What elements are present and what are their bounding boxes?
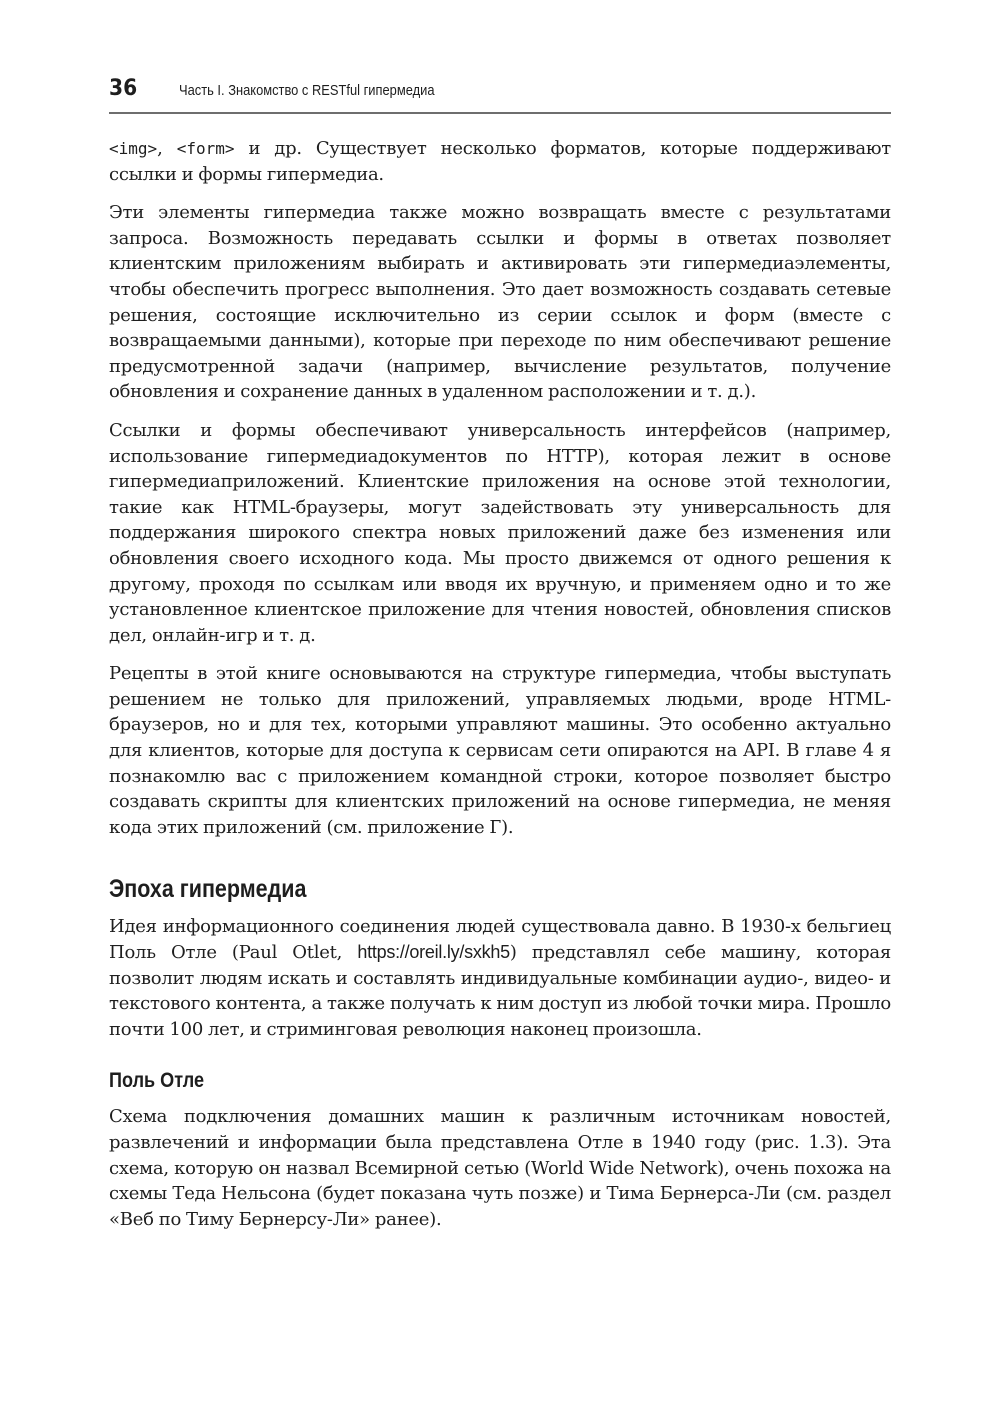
page-body xyxy=(109,136,891,1232)
paragraph-5-after: ) представлял себе машину, которая позволит людям искать и составлять индивидуальные комбинации аудио-, видео- и текстового контента, а также получать к ним доступ из любой точки мира. Прошло почти 100 лет, и стриминговая революция наконец произошла. xyxy=(109,942,891,1040)
paragraph-1-text: и др. Существует несколько форматов, которые поддерживают ссылки и формы гипермедиа. xyxy=(109,138,891,185)
code-form-tag: <form> xyxy=(176,139,235,158)
paragraph-5-before: Идея информационного соединения людей существовала давно. В 1930-х бельгиец Поль Отле (Paul Otlet, xyxy=(109,916,891,964)
running-header xyxy=(109,72,891,114)
otlet-url-link[interactable]: https://oreil.ly/sxkh5 xyxy=(357,942,510,963)
paragraph-1 xyxy=(109,136,891,187)
subsection-heading: Поль Отле xyxy=(109,1069,205,1093)
code-separator: , xyxy=(157,138,177,159)
page-number: 36 xyxy=(109,76,138,101)
paragraph-4: Рецепты в этой книге основываются на структуре гипермедиа, чтобы выступать решением не только для приложений, управляемых людьми, вроде HTML-браузеров, но и для тех, которыми управляют машины. Это особенно актуально для клиентов, которые для доступа к сервисам сети опираются на API. В главе 4 я познакомлю вас с приложением командной строки, которое позволяет быстро создавать скрипты для клиентских приложений на основе гипермедиа, не меняя кода этих приложений (см. приложение Г). xyxy=(109,663,891,838)
code-img-tag: <img> xyxy=(109,139,158,158)
paragraph-5 xyxy=(109,914,891,1042)
section-heading: Эпоха гипермедиа xyxy=(109,875,307,904)
paragraph-6: Схема подключения домашних машин к различным источникам новостей, развлечений и информации была представлена Отле в 1940 году (рис. 1.3). Эта схема, которую он назвал Всемирной сетью (World Wide Network), очень похожа на схемы Теда Нельсона (будет показана чуть позже) и Тима Бернерса-Ли (см. раздел «Веб по Тиму Бернерсу-Ли» ранее). xyxy=(109,1106,891,1230)
paragraph-3: Ссылки и формы обеспечивают универсальность интерфейсов (например, использование гипермедиадокументов по HTTP), которая лежит в основе гипермедиаприложений. Клиентские приложения на основе этой технологии, такие как HTML-браузеры, могут задействовать эту универсальность для поддержания широкого спектра новых приложений даже без изменения или обновления своего исходного кода. Мы просто движемся от одного решения к другому, проходя по ссылкам или вводя их вручную, и применяем одно и то же установленное клиентское приложение для чтения новостей, обновления списков дел, онлайн-игр и т. д. xyxy=(109,419,891,646)
paragraph-2: Эти элементы гипермедиа также можно возвращать вместе с результатами запроса. Возможность передавать ссылки и формы в ответах позволяет клиентским приложениям выбирать и активировать эти гипермедиаэлементы, чтобы обеспечить прогресс выполнения. Это дает возможность создавать сетевые решения, состоящие исключительно из серии ссылок и форм (вместе с возвращаемыми данными), которые при переходе по ним обеспечивают решение предусмотренной задачи (например, вычисление результатов, получение обновления и сохранение данных в удаленном расположении и т. д.). xyxy=(109,202,891,403)
book-page xyxy=(109,72,891,1245)
running-title: Часть I. Знакомство с RESTful гипермедиа xyxy=(179,82,435,99)
